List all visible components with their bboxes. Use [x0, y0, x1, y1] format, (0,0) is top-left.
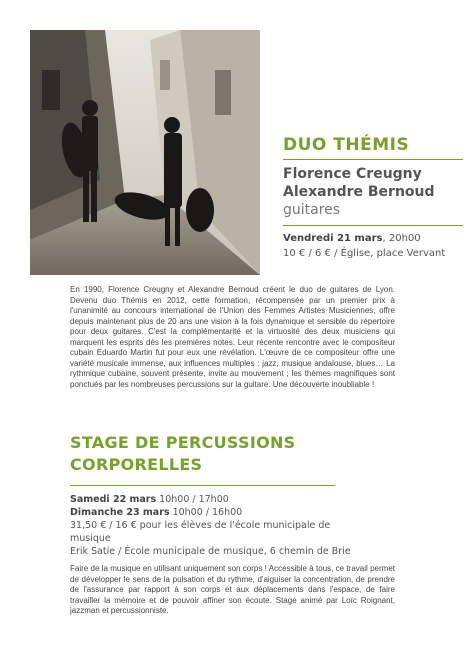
divider — [70, 485, 335, 486]
stage-day-1-label: Samedi 22 mars — [70, 494, 157, 505]
stage-place: Erik Satie / École municipale de musique, 6 chemin de Brie — [70, 546, 351, 557]
performers — [283, 165, 463, 219]
divider — [283, 225, 463, 226]
instrument-label: guitares — [283, 202, 341, 218]
concert-day: Vendredi 21 mars — [283, 233, 383, 244]
performer-name: Alexandre Bernoud — [283, 184, 435, 200]
concert-price-place: 10 € / 6 € / Église, place Vervant — [283, 248, 446, 259]
concert-description: En 1990, Florence Creugny et Alexandre Bernoud créent le duo de guitares de Lyon. Devenu duo Thémis en 2012, cette formation, récompensée par un premier prix à l'unanimité au concours international de l'Union des Femmes Artistes Musiciennes, offre depuis maintenant plus de 20 ans une vision à la fois dynamique et sensible du répertoire pour deux guitares. C'est la complémentarité et la virtuosité des deux musiciens qui marquent les esprits dès les premières notes. Leur récente rencontre avec le compositeur cubain Eduardo Martin fut pour eux une révélation. L'œuvre de ce compositeur offre une variété musicale immense, aux influences multiples : jazz, musique andalouse, blues… La rythmique cubaine, souvent présente, invite au mouvement ; les thèmes magnifiques sont ponctués par les nombreuses percussions sur la guitare. Une découverte inoubliable ! — [70, 285, 395, 389]
stage-day-2-label: Dimanche 23 mars — [70, 507, 170, 518]
concert-header — [283, 135, 463, 260]
concert-date — [283, 232, 463, 245]
concert-title: DUO THÉMIS — [283, 135, 410, 155]
concert-time: , 20h00 — [382, 233, 421, 244]
divider — [283, 159, 463, 160]
stage-day-1-time: 10h00 / 17h00 — [156, 494, 229, 505]
stage-schedule — [70, 493, 370, 558]
stage-description: Faire de la musique en utilisant uniquement son corps ! Accessible à tous, ce travail permet de développer le sens de la pulsation et du rythme, d'aiguiser la concentration, de prendre de l'assurance par rapport à son corps et aux déplacements dans l'espace, de faire travailler la mémoire et de pouvoir affiner son écoute. Stage animé par Loïc Roignant, jazzman et percussionniste. — [70, 564, 395, 615]
duo-photo — [30, 30, 260, 275]
stage-day-2 — [70, 506, 370, 519]
stage-day-1 — [70, 493, 370, 506]
stage-title: STAGE DE PERCUSSIONS CORPORELLES — [70, 433, 296, 474]
stage-price: 31,50 € / 16 € pour les élèves de l'école municipale de musique — [70, 520, 331, 544]
stage-day-2-time: 10h00 / 16h00 — [169, 507, 243, 518]
performer-name: Florence Creugny — [283, 166, 422, 182]
